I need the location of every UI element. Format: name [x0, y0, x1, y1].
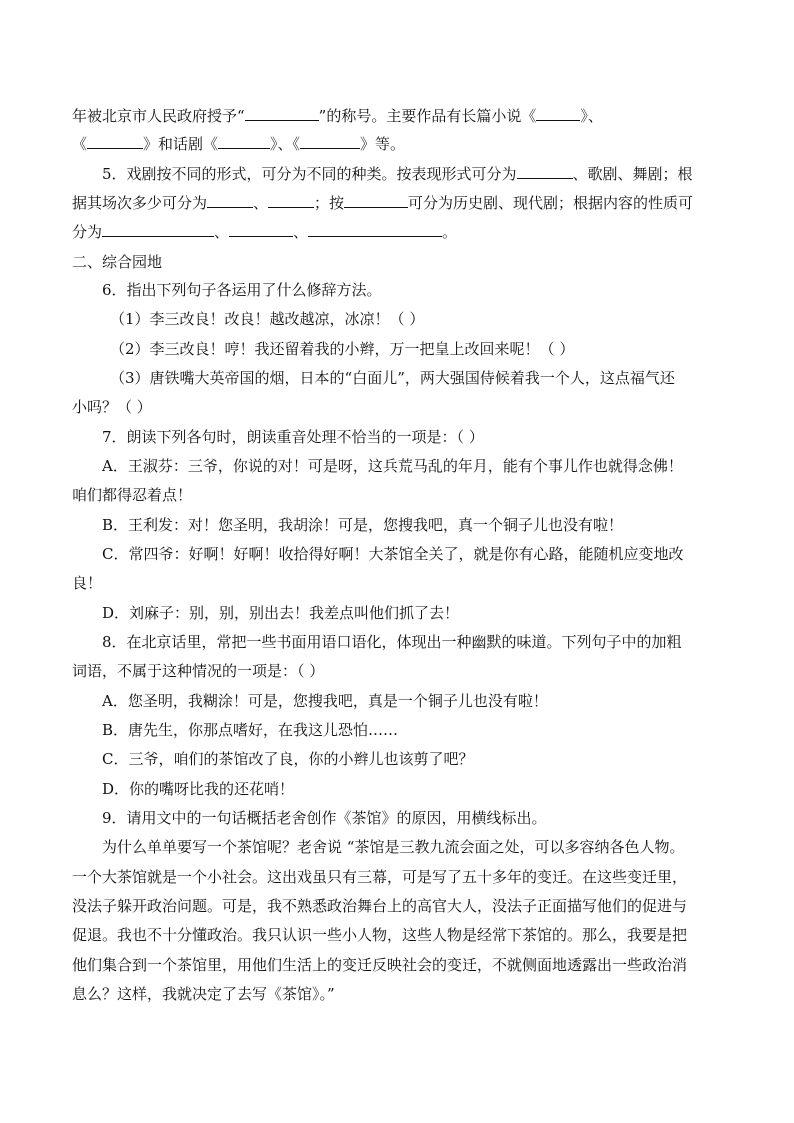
q6-item-3-cont: 小吗？（ ）: [72, 398, 152, 416]
q5-text: 据其场次多少可分为: [72, 194, 208, 212]
answer-blank[interactable]: [344, 191, 408, 208]
q5-text: 。: [442, 223, 458, 241]
q4-text: 《: [72, 135, 88, 153]
q9-passage-line: 他们集合到一个茶馆里，用他们生活上的变迁反映社会的变迁，不就侧面地透露出一些政治消: [72, 956, 688, 974]
q7-option-b: B．王利发：对！您圣明，我胡涂！可是，您搜我吧，真一个铜子儿也没有啦！: [102, 516, 624, 534]
answer-blank[interactable]: [229, 220, 293, 237]
section-heading: 二、综合园地: [72, 253, 163, 271]
q9-passage-line: 息么？这样，我就决定了去写《茶馆》。”: [72, 985, 335, 1003]
q8-stem: 8．在北京话里，常把一些书面用语口语化，体现出一种幽默的味道。下列句子中的加粗: [102, 633, 682, 651]
q4-line-1: [72, 102, 732, 130]
q9-passage-line: 没法子躲开政治问题。可是，我不熟悉政治舞台上的高官大人，没法子正面描写他们的促进与: [72, 897, 688, 915]
q6-item-3: （3）唐铁嘴大英帝国的烟，日本的“白面儿”，两大强国侍候着我一个人，这点福气还: [110, 369, 675, 387]
answer-blank[interactable]: [268, 191, 314, 208]
answer-blank[interactable]: [87, 132, 143, 149]
q5-text: 可分为历史剧、现代剧；根据内容的性质可: [408, 194, 694, 212]
q4-text: 年被北京市人民政府授予“: [72, 107, 245, 125]
answer-blank[interactable]: [536, 104, 580, 121]
q8-option-c: C．三爷，咱们的茶馆改了良，你的小辫儿也该剪了吧？: [102, 750, 474, 768]
answer-blank[interactable]: [308, 220, 442, 237]
answer-blank[interactable]: [300, 132, 360, 149]
q7-option-d: D．刘麻子：别，别，别出去！我差点叫他们抓了去！: [102, 604, 460, 622]
q4-text: 》等。: [360, 135, 406, 153]
q6-item-1: （1）李三改良！改良！越改越凉，冰凉！（ ）: [110, 310, 425, 328]
q5-text: 分为: [72, 223, 103, 241]
q4-text: 》和话剧《: [143, 135, 219, 153]
q5-text: 、: [293, 223, 309, 241]
answer-blank[interactable]: [218, 132, 270, 149]
q5-line-1: [102, 160, 732, 188]
q5-text: 5．戏剧按不同的形式，可分为不同的种类。按表现形式可分为: [102, 165, 517, 183]
answer-blank[interactable]: [517, 162, 573, 179]
q7-option-a: A．王淑芬：三爷，你说的对！可是呀，这兵荒马乱的年月，能有个事儿作也就得念佛！: [102, 457, 683, 475]
q5-text: 、: [214, 223, 230, 241]
q7-option-c: C．常四爷：好啊！好啊！收拾得好啊！大茶馆全关了，就是你有心路，能随机应变地改: [102, 545, 684, 563]
q4-text: 》、: [580, 107, 603, 125]
q8-option-b: B．唐先生，你那点嗜好，在我这儿恐怕……: [102, 721, 399, 739]
q4-text: 》、《: [270, 135, 301, 153]
q9-stem: 9．请用文中的一句话概括老舍创作《茶馆》的原因，用横线标出。: [102, 809, 547, 827]
q6-item-2: （2）李三改良！哼！我还留着我的小辫，万一把皇上改回来呢！（ ）: [110, 340, 575, 358]
answer-blank[interactable]: [102, 220, 214, 237]
answer-blank[interactable]: [245, 104, 319, 121]
q8-option-d: D．你的嘴呀比我的还花哨！: [102, 780, 295, 798]
q8-option-a: A．您圣明，我糊涂！可是，您搜我吧，真是一个铜子儿也没有啦！: [102, 692, 548, 710]
q5-line-2: [72, 189, 732, 217]
q9-passage-line: 一个大茶馆就是一个小社会。这出戏虽只有三幕，可是写了五十多年的变迁。在这些变迁里，: [72, 868, 688, 886]
q9-passage-line: 促退。我也不十分懂政治。我只认识一些小人物，这些人物是经常下茶馆的。那么，我要是把: [72, 926, 688, 944]
q9-passage-line: 为什么单单要写一个茶馆呢？老舍说 “茶馆是三教九流会面之处，可以多容纳各色人物。: [102, 838, 685, 856]
q4-line-2: [72, 130, 732, 158]
q5-line-3: [72, 218, 732, 246]
q7-stem: 7．朗读下列各句时，朗读重音处理不恰当的一项是：（ ）: [102, 428, 484, 446]
q7-option-c-cont: 良！: [72, 574, 103, 592]
q5-text: ；按: [314, 194, 345, 212]
q5-text: 、歌剧、舞剧；根: [572, 165, 693, 183]
q8-stem-cont: 词语，不属于这种情况的一项是：（ ）: [72, 662, 325, 680]
q7-option-a-cont: 咱们都得忍着点！: [72, 486, 193, 504]
q6-stem: 6．指出下列句子各运用了什么修辞方法。: [102, 281, 382, 299]
answer-blank[interactable]: [207, 191, 253, 208]
q5-text: 、: [253, 194, 269, 212]
q4-text: ”的称号。主要作品有长篇小说《: [318, 107, 537, 125]
